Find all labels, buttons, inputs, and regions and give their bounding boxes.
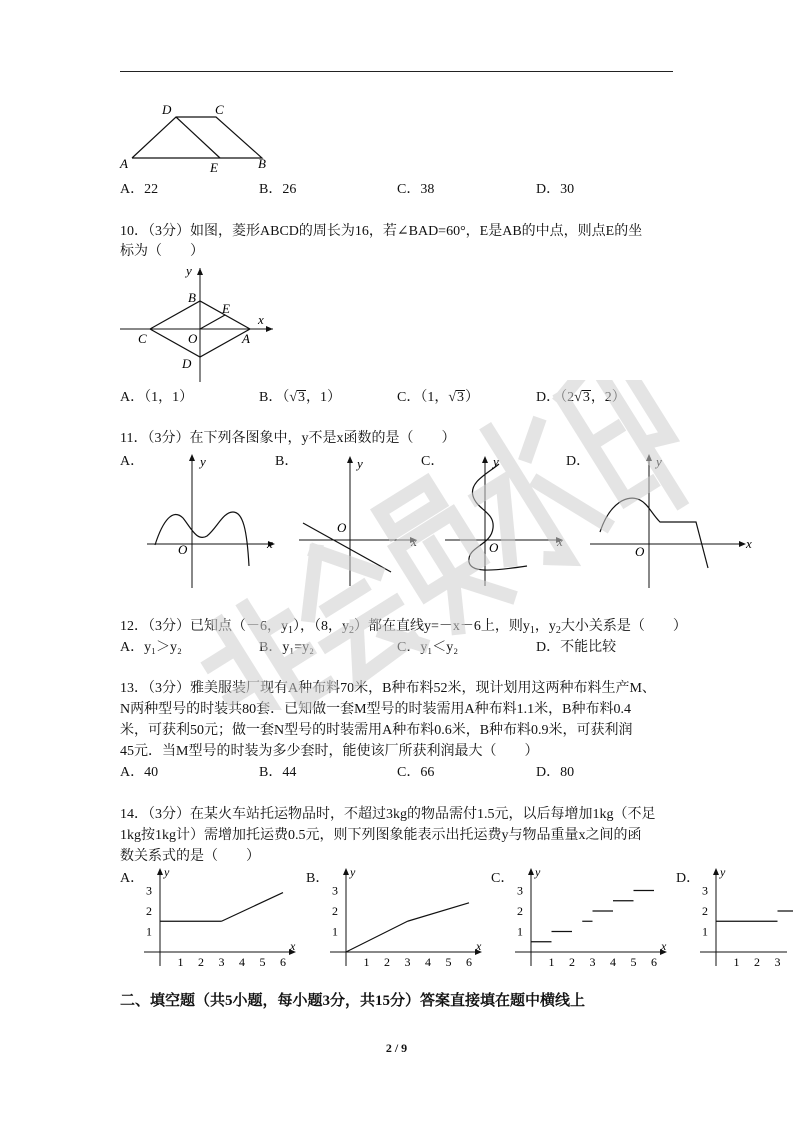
q13-question-line4: 45元．当M型号的时装为多少套时，能使该厂所获利润最大（ ） [120,744,539,759]
q9-label-a: A [120,156,128,171]
y-tick-label: 1 [146,924,152,939]
y-axis-label: y [350,866,356,879]
x-tick-label: 4 [239,955,245,969]
y-tick-label: 3 [517,883,523,898]
q12-option-c[interactable]: C．y₁＜y₂ [397,640,459,655]
q9-option-d[interactable]: D．30 [536,182,575,197]
y-arrow [343,868,349,875]
q9-label-d: D [162,102,172,117]
x-tick-label: 4 [425,955,431,969]
q10-option-a[interactable]: A．（1，1） [120,390,194,405]
y-tick-label: 3 [146,883,152,898]
y-tick-label: 1 [332,924,338,939]
y-axis-label: y [720,866,726,879]
q11-b-x-label: x [411,534,417,549]
y-tick-label: 2 [517,904,523,918]
y-arrow [157,868,163,875]
x-tick-label: 5 [630,955,637,969]
q11-c-o-label: O [489,540,499,555]
q9-trapezoid-figure [118,100,278,180]
q10-label-e: E [222,301,230,316]
q14-graph-b [326,866,498,970]
q14-question-line1: 14．（3分）在某火车站托运物品时，不超过3kg的物品需付1.5元，以后每增加1kg（不足 [120,807,656,822]
q11-d-y-label: y [656,454,662,469]
q10-option-c[interactable]: C．（1，√3） [397,390,480,405]
q13-option-d[interactable]: D．80 [536,765,575,780]
x-tick-label: 1 [363,955,370,969]
q13-option-c[interactable]: C．66 [397,765,435,780]
q11-c-y-label: y [493,454,499,469]
q12-option-b[interactable]: B．y₁=y₂ [259,640,314,655]
x-tick-label: 5 [445,955,452,969]
graph-segment [222,893,284,922]
watermark-stamp [170,380,690,710]
q13-question-line3: 米，可获利50元；做一套N型号的时装需用A种布料0.6米，B种布料0.9米，可获利润 [120,723,633,738]
x-tick-label: 2 [754,955,760,969]
q11-label-b[interactable]: B． [275,454,299,469]
y-tick-label: 1 [517,924,523,939]
q11-c-x-label: x [557,534,563,549]
q13-option-a[interactable]: A．40 [120,765,159,780]
x-axis-label: x [476,939,482,953]
q11-label-c[interactable]: C． [421,454,445,469]
section-two-heading: 二、填空题（共5小题，每小题3分，共15分）答案直接填在题中横线上 [120,993,586,1009]
q10-label-b: B [188,290,196,305]
q10-label-o: O [188,331,198,346]
q10-label-c: C [138,331,147,346]
q12-option-d[interactable]: D．不能比较 [536,640,617,655]
y-tick-label: 2 [146,904,152,918]
q14-question-line3: 数关系式的是（ ） [120,849,260,864]
y-arrow [528,868,534,875]
x-tick-label: 1 [177,955,184,969]
q10-label-d: D [182,356,192,371]
x-tick-label: 6 [651,955,657,969]
y-axis-label: y [535,866,541,879]
y-tick-label: 3 [702,883,708,898]
q11-b-o-label: O [337,520,347,535]
q14-question-line2: 1kg按1kg计）需增加托运费0.5元，则下列图象能表示出托运费y与物品重量x之间的函 [120,828,642,843]
page-number: 2 / 9 [385,1041,408,1055]
x-axis-label: x [661,939,667,953]
q10-option-d[interactable]: D．（2√3，2） [536,390,626,405]
q9-option-b[interactable]: B．26 [259,182,297,197]
y-tick-label: 2 [702,904,708,918]
q14-graph-a [140,866,312,970]
graph-segment [408,903,470,921]
q9-label-e: E [210,160,218,175]
q9-label-b: B [258,156,266,171]
y-tick-label: 2 [332,904,338,918]
x-tick-label: 2 [569,955,575,969]
x-tick-label: 1 [548,955,555,969]
x-tick-label: 4 [610,955,616,969]
q14-label-a[interactable]: A． [120,871,145,886]
q11-a-o-label: O [178,542,188,557]
q9-option-c[interactable]: C．38 [397,182,435,197]
q13-question-line1: 13．（3分）雅美服装厂现有A种布料70米，B种布料52米，现计划用这两种布料生产M、 [120,681,656,696]
y-tick-label: 1 [702,924,708,939]
q11-d-o-label: O [635,544,645,559]
q11-d-x-label: x [746,536,752,551]
header-rule [120,71,673,72]
y-arrow [713,868,719,875]
q11-a-y-label: y [200,454,206,469]
q11-label-a[interactable]: A． [120,454,145,469]
q11-label-d[interactable]: D． [566,454,591,469]
q10-question-line1: 10．（3分）如图，菱形ABCD的周长为16，若∠BAD=60°，E是AB的中点，则点E的坐 [120,224,643,239]
x-tick-label: 6 [466,955,472,969]
x-tick-label: 3 [218,955,225,969]
q14-label-b[interactable]: B． [306,871,330,886]
y-tick-label: 3 [332,883,338,898]
q11-question: 11．（3分）在下列各图象中，y不是x函数的是（ ） [120,431,456,446]
q11-b-y-label: y [357,456,363,471]
q14-graph-d [696,866,793,970]
q10-rhombus-figure [118,262,288,386]
q13-option-b[interactable]: B．44 [259,765,297,780]
q10-option-b[interactable]: B．（√3，1） [259,390,342,405]
x-tick-label: 2 [198,955,204,969]
q10-axis-x: x [258,312,264,327]
q12-question: 12．（3分）已知点（－6，$y_1$），（8，$y_2$）都在直线y=－x－6上，则$y_1$，$y_2$大小关系是（ ） [120,619,687,636]
x-tick-label: 5 [259,955,266,969]
x-tick-label: 2 [384,955,390,969]
q9-option-a[interactable]: A．22 [120,182,159,197]
q11-a-x-label: x [267,536,273,551]
x-tick-label: 3 [774,955,781,969]
q9-label-c: C [215,102,224,117]
x-axis-label: x [290,939,296,953]
q12-option-a[interactable]: A．y₁＞y₂ [120,640,182,655]
q13-question-line2: N两种型号的时装共80套．已知做一套M型号的时装需用A种布料1.1米，B种布料0.4 [120,702,632,717]
x-tick-label: 3 [589,955,596,969]
q14-label-d[interactable]: D． [676,871,701,886]
x-tick-label: 6 [280,955,286,969]
q10-label-a: A [242,331,250,346]
q14-label-c[interactable]: C． [491,871,515,886]
x-tick-label: 1 [733,955,740,969]
graph-segment [346,921,408,952]
q10-axis-y: y [186,263,192,278]
q14-graph-c [511,866,683,970]
y-axis-label: y [164,866,170,879]
x-tick-label: 3 [404,955,411,969]
q10-question-line2: 标为（ ） [120,244,204,259]
